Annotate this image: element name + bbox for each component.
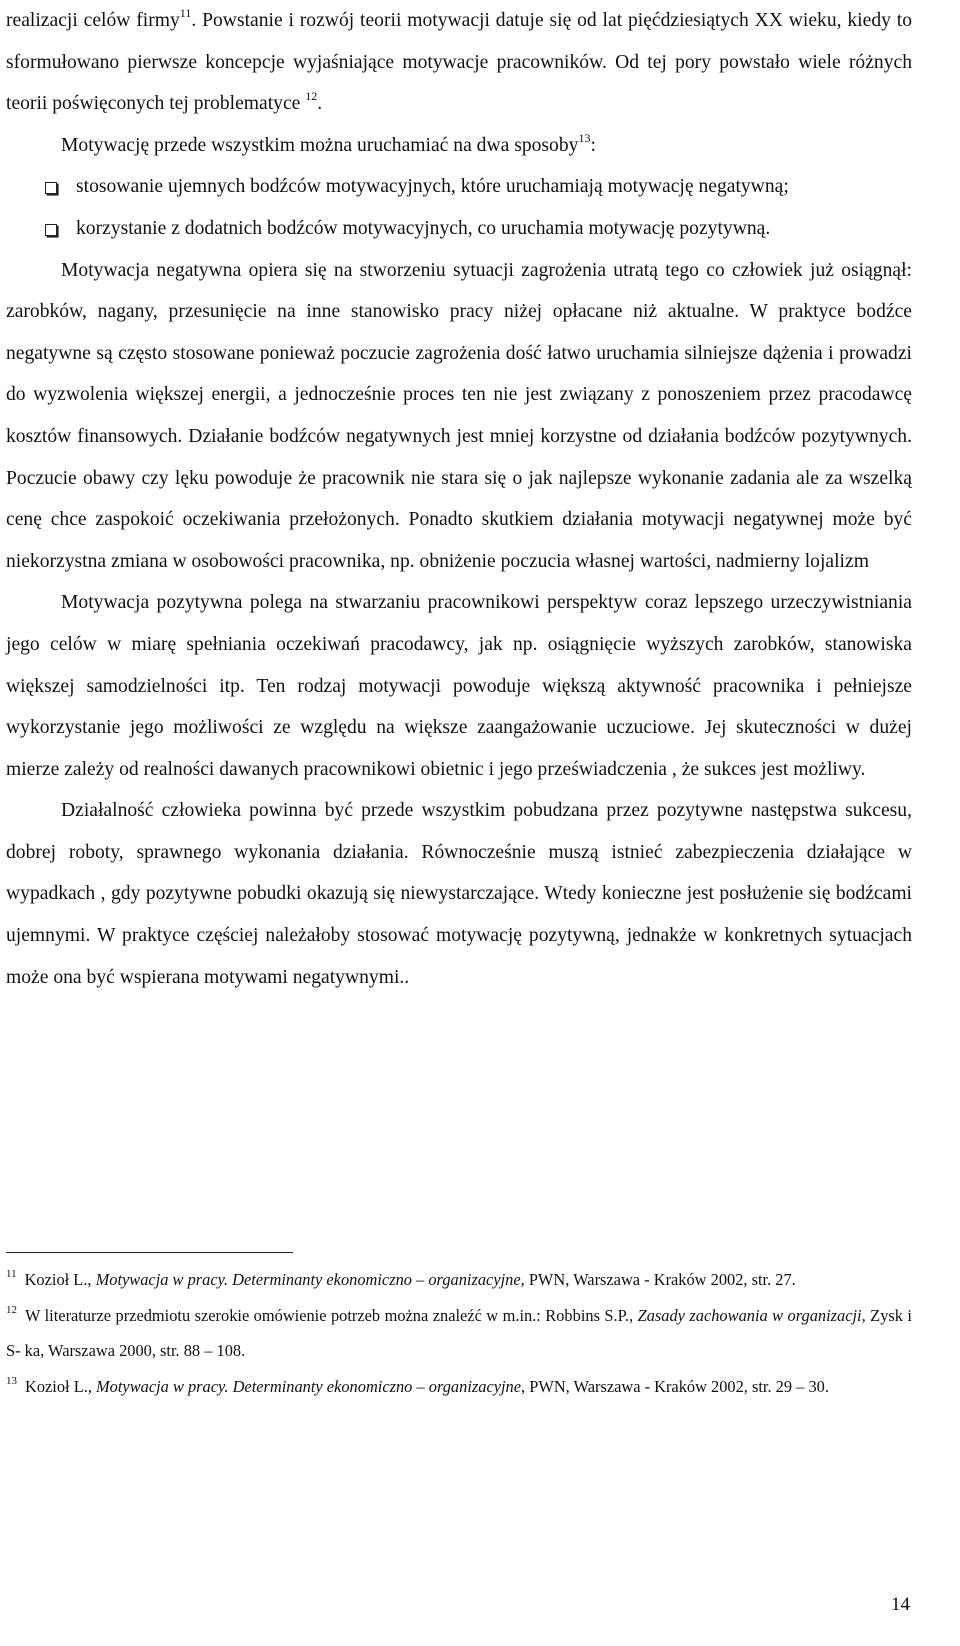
footnote-number: 11 (6, 1268, 17, 1280)
checkbox-bullet-icon (45, 182, 57, 194)
paragraph-4: Motywacja pozytywna polega na stwarzaniu pracownikowi perspektyw coraz lepszego urzeczywistniania jego celów w miarę spełniania oczekiwań pracodawcy, jak np. osiągnięcie wyższych zarobków, stanowiska większej samodzielności itp. Ten rodzaj motywacji powoduje większą aktywność pracownika i pełniejsze wykorzystanie jego możliwości ze względu na większe zaangażowanie uczuciowe. Jej skuteczności w dużej mierze zależy od realności dawanych pracownikowi obietnic i jego przeświadczenia , że sukces jest możliwy. (6, 592, 912, 780)
paragraph-2-text-a: Motywację przede wszystkim można uruchamiać na dwa sposoby (61, 134, 579, 156)
footnote-ref-11: 11 (179, 6, 192, 20)
checkbox-bullet-icon (45, 224, 57, 236)
footnote-11 (6, 1262, 912, 1298)
paragraph-3: Motywacja negatywna opiera się na stworzeniu sytuacji zagrożenia utratą tego co człowiek już osiągnął: zarobków, nagany, przesunięcie na inne stanowisko pracy niżej opłacane niż aktualne. W praktyce bodźce negatywne są często stosowane ponieważ poczucie zagrożenia dość łatwo uruchamia silniejsze dążenia i prowadzi do wyzwolenia większej energii, a jednocześnie proces ten nie jest związany z ponoszeniem przez pracodawcę kosztów finansowych. Działanie bodźców negatywnych jest mniej korzystne od działania bodźców pozytywnych. Poczucie obawy czy lęku powoduje że pracownik nie stara się o jak najlepsze wykonanie zadania ale za wszelką cenę chce zaspokoić oczekiwania przełożonych. Ponadto skutkiem działania motywacji negatywnej może być niekorzystna zmiana w osobowości pracownika, np. obniżenie poczucia własnej wartości, nadmierny lojalizm (6, 259, 912, 572)
footnote-title: Zasady zachowania w organizacji (637, 1305, 862, 1325)
footnote-ref-13: 13 (578, 130, 591, 145)
footnote-12 (6, 1298, 912, 1369)
list-item (6, 166, 912, 208)
footnote-number: 13 (6, 1374, 17, 1387)
footnote-details: , Zysk i S- ka, Warszawa 2000, str. 88 – 108. (6, 1305, 912, 1360)
paragraph-1-text-a: realizacji celów firmy (6, 10, 180, 31)
footnote-text: W literaturze przedmiotu szerokie omówienie potrzeb można znaleźć w m.in.: Robbins S.P., (25, 1305, 638, 1325)
paragraph-2-text-b: : (590, 134, 596, 156)
paragraph-1-text-c: . (317, 93, 323, 115)
footnote-number: 12 (6, 1303, 17, 1316)
body-text (6, 0, 912, 998)
page-number: 14 (891, 1594, 910, 1615)
paragraph-1 (6, 0, 912, 125)
list-item (6, 208, 912, 250)
footnote-details: , PWN, Warszawa - Kraków 2002, str. 27. (520, 1270, 796, 1289)
paragraph-1-text-b: . Powstanie i rozwój teorii motywacji datuje się od lat pięćdziesiątych XX wieku, kiedy to sformułowano pierwsze koncepcje wyjaśniające motywacje pracowników. Od tej pory powstało wiele różnych teorii poświęconych tej problematyce (6, 10, 912, 115)
footnote-ref-12: 12 (305, 89, 318, 104)
footnote-13 (6, 1369, 912, 1405)
paragraph-2 (6, 125, 912, 167)
list-item-text: korzystanie z dodatnich bodźców motywacyjnych, co uruchamia motywację pozytywną. (76, 217, 771, 239)
footnote-details: , PWN, Warszawa - Kraków 2002, str. 29 – 30. (521, 1376, 829, 1396)
footnote-title: Motywacja w pracy. Determinanty ekonomiczno – organizacyjne (96, 1376, 522, 1396)
paragraph-5: Działalność człowieka powinna być przede wszystkim pobudzana przez pozytywne następstwa sukcesu, dobrej roboty, sprawnego wykonania działania. Równocześnie muszą istnieć zabezpieczenia działające w wypadkach , gdy pozytywne pobudki okazują się niewystarczające. Wtedy konieczne jest posłużenie się bodźcami ujemnymi. W praktyce częściej należałoby stosować motywację pozytywną, jednakże w konkretnych sytuacjach może ona być wspierana motywami negatywnymi.. (6, 800, 912, 988)
footnote-title: Motywacja w pracy. Determinanty ekonomiczno – organizacyjne (95, 1270, 521, 1289)
bullet-list (6, 166, 912, 249)
footnote-author: Kozioł L., (25, 1376, 97, 1396)
list-item-text: stosowanie ujemnych bodźców motywacyjnych, które uruchamiają motywację negatywną; (76, 176, 789, 198)
footnote-author: Kozioł L., (24, 1270, 96, 1289)
footnote-separator (6, 1252, 293, 1253)
footnotes (6, 1262, 912, 1404)
